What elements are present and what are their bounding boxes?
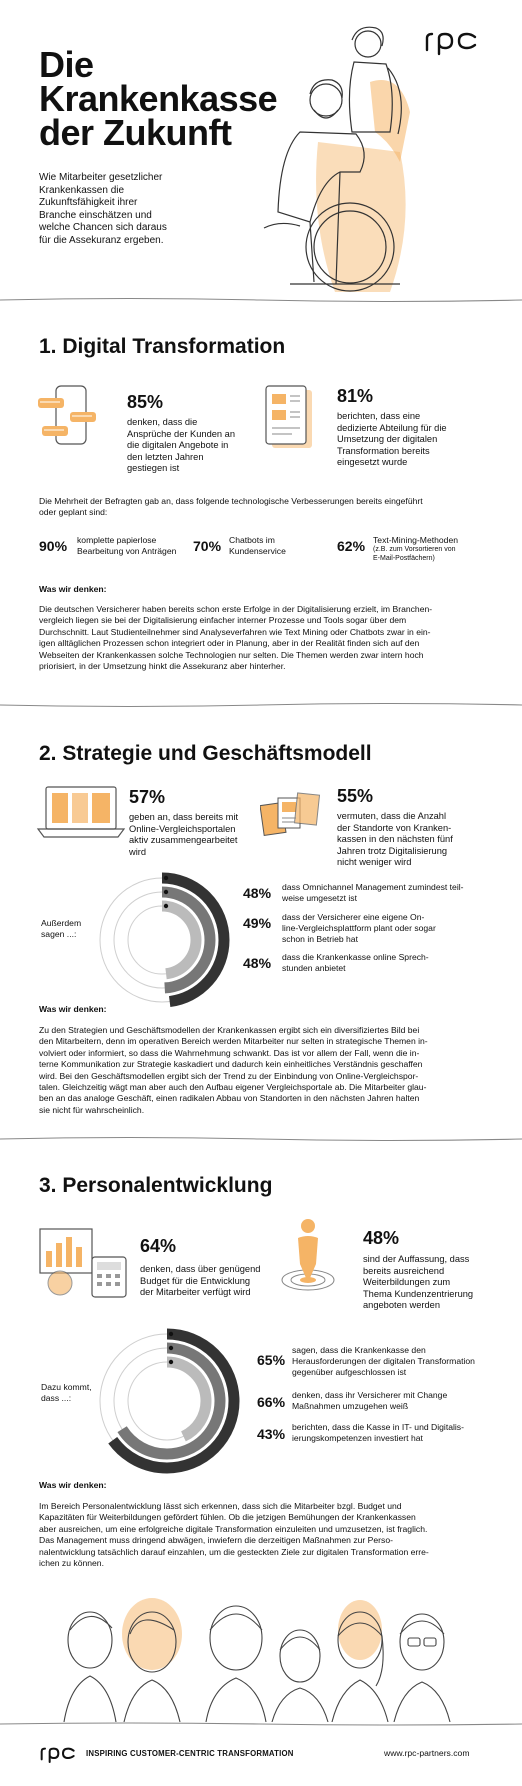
stat-line: wird bbox=[129, 846, 147, 857]
documents-icon bbox=[260, 790, 322, 846]
tech-line: Kundenservice bbox=[229, 546, 286, 556]
ring-text bbox=[292, 1345, 507, 1378]
budget-chart-icon bbox=[36, 1225, 132, 1301]
title-line: Die bbox=[39, 44, 94, 85]
tablet-icon bbox=[262, 384, 316, 454]
stat-line: denken, dass über genügend bbox=[140, 1264, 261, 1274]
tech-value: 90% bbox=[39, 538, 68, 554]
section-title: 3. Personalentwicklung bbox=[39, 1174, 273, 1197]
ring-text bbox=[282, 912, 497, 945]
think-line: priorisiert, in der Umsetzung hinkt die Assekuranz aber hinterher. bbox=[39, 661, 286, 672]
stat-line: dedizierte Abteilung für die bbox=[337, 422, 447, 433]
think-line: nalentwicklung tatsächlich darauf einzahlen, um die gesteckten Ziele zur digitalen Transformation erre- bbox=[39, 1546, 429, 1557]
ring-value: 65% bbox=[257, 1352, 286, 1368]
tech-label bbox=[373, 535, 493, 563]
intro-line: für die Assekuranz ergeben. bbox=[39, 234, 164, 246]
stat-value: 55% bbox=[337, 786, 374, 806]
stat-line: der Standorte von Kranken- bbox=[337, 822, 452, 833]
stat-line: Budget für die Entwicklung bbox=[140, 1275, 251, 1286]
ring-marker bbox=[169, 1360, 173, 1364]
think-line: Webseiten der Krankenkassen solche Technologien nur selten. Die Themen werden zwar intern hoch bbox=[39, 649, 424, 660]
stat-value: 81% bbox=[337, 386, 374, 406]
ring-text bbox=[282, 882, 497, 904]
think-line: sie nicht für wahrscheinlich. bbox=[39, 1104, 145, 1115]
ring-marker bbox=[169, 1346, 173, 1350]
think-line: Das Management muss dringend abwägen, inwiefern die derzeitigen Maßnahmen zur Perso- bbox=[39, 1535, 393, 1546]
ring-marker bbox=[164, 890, 168, 894]
think-label: Was wir denken: bbox=[39, 1004, 107, 1014]
laptop-icon bbox=[36, 783, 126, 841]
stat-line: Online-Vergleichsportalen bbox=[129, 823, 236, 834]
think-line: Durchschnitt. Laut Studienteilnehmer sind Analyseverfahren wie Text Mining oder Chatbots zwar in ein- bbox=[39, 626, 431, 637]
stat-line: Weiterbildungen zum bbox=[363, 1277, 451, 1287]
think-line: wird. Bei den Geschäftsmodellen ergibt sich der Trend zu der Einbindung von Online-Vergleichspor- bbox=[39, 1070, 419, 1081]
tech-note: E-Mail-Postfächern) bbox=[373, 554, 435, 562]
stat-description bbox=[127, 417, 257, 475]
stat-value: 64% bbox=[140, 1236, 177, 1256]
lead-line: oder geplant sind: bbox=[39, 507, 108, 517]
stat-line: sind der Auffassung, dass bbox=[363, 1254, 470, 1264]
ring-line: line-Vergleichsplattform plant oder sogar bbox=[282, 923, 436, 933]
intro-line: Branche einschätzen und bbox=[39, 209, 152, 221]
stat-line: gestiegen ist bbox=[127, 463, 180, 473]
ring-label bbox=[41, 1382, 92, 1404]
ring-label-line: Außerdem bbox=[41, 918, 82, 928]
tech-value: 62% bbox=[337, 538, 366, 554]
stat-line: bereits ausreichend bbox=[363, 1265, 445, 1276]
footer-url[interactable]: www.rpc-partners.com bbox=[384, 1748, 470, 1758]
ring-chart bbox=[92, 1326, 242, 1476]
ring-line: Herausforderungen der digitalen Transformation bbox=[292, 1356, 475, 1366]
stat-line: nicht weniger wird bbox=[337, 857, 412, 867]
intro-line: Wie Mitarbeiter gesetzlicher bbox=[39, 172, 163, 183]
title-line: der Zukunft bbox=[39, 112, 232, 153]
ring-label-line: dass ...: bbox=[41, 1393, 72, 1403]
ring-line: weise umgesetzt ist bbox=[282, 893, 357, 903]
ring-marker bbox=[164, 876, 168, 880]
ring-chart bbox=[92, 870, 232, 1010]
ring-value: 49% bbox=[243, 915, 272, 931]
ring-value: 43% bbox=[257, 1426, 286, 1442]
stat-line: vermuten, dass die Anzahl bbox=[337, 811, 447, 821]
intro-line: Zukunftsfähigkeit ihrer bbox=[39, 197, 138, 208]
intro-line: Krankenkassen die bbox=[39, 184, 125, 196]
ring-marker bbox=[164, 904, 168, 908]
divider bbox=[0, 1720, 522, 1728]
stat-description bbox=[363, 1254, 493, 1312]
tech-line: Text-Mining-Methoden bbox=[373, 535, 459, 545]
think-label: Was wir denken: bbox=[39, 584, 107, 594]
stat-value: 85% bbox=[127, 392, 164, 412]
chat-phone-icon bbox=[36, 382, 100, 452]
section-title: 2. Strategie und Geschäftsmodell bbox=[39, 742, 372, 765]
tech-line: Bearbeitung von Anträgen bbox=[77, 546, 177, 556]
stat-description bbox=[129, 812, 259, 858]
intro-text bbox=[39, 172, 229, 247]
stat-value: 48% bbox=[363, 1228, 400, 1248]
stat-line: der Mitarbeiter verfügt wird bbox=[140, 1287, 251, 1297]
think-line: talen. Gleichzeitig wägt man aber auch den Aufbau eigener Vergleichsportale ab. Die Mitarbeiter glau- bbox=[39, 1082, 427, 1093]
think-line: aber ausreichen, um eine erfolgreiche digitale Transformation einzuleiten und umzusetzen, ist fraglich. bbox=[39, 1523, 428, 1534]
think-line: den Mitarbeitern, denn im operativen Bereich werden Mitarbeiter nur selten in strategische Themen in- bbox=[39, 1036, 428, 1047]
ring-label bbox=[41, 918, 81, 940]
ring-line: dass die Krankenkasse online Sprech- bbox=[282, 952, 429, 962]
stat-line: angeboten werden bbox=[363, 1300, 441, 1310]
stat-line: Thema Kundenzentrierung bbox=[363, 1288, 474, 1299]
think-line: Im Bereich Personalentwicklung lässt sich erkennen, dass sich die Mitarbeiter bzgl. Budget und bbox=[39, 1501, 402, 1511]
person-target-icon bbox=[278, 1214, 338, 1294]
think-text bbox=[39, 1501, 499, 1569]
ring-label-line: Dazu kommt, bbox=[41, 1382, 92, 1392]
tech-label bbox=[229, 535, 329, 557]
ring-text bbox=[282, 952, 497, 974]
stat-line: die digitalen Angebote in bbox=[127, 440, 229, 450]
divider bbox=[0, 296, 522, 304]
think-line: vergleich liegen sie bei der Digitalisierung einfacher interner Prozesse und Tools sogar über dem bbox=[39, 615, 407, 626]
intro-line: welche Chancen sich daraus bbox=[39, 222, 167, 233]
ring-text bbox=[292, 1422, 507, 1444]
think-line: igen alltäglichen Prozessen schon integriert oder in Planung, aber in der Realität finden sich auf den bbox=[39, 638, 420, 649]
ring-line: stunden anbietet bbox=[282, 963, 346, 973]
ring-line: dass der Versicherer eine eigene On- bbox=[282, 912, 425, 922]
ring-line: schon in Betrieb hat bbox=[282, 934, 358, 944]
ring-line: sagen, dass die Krankenkasse den bbox=[292, 1345, 426, 1355]
think-line: Die deutschen Versicherer haben bereits schon erste Erfolge in der Digitalisierung erzielt, im Branchen- bbox=[39, 604, 433, 614]
stat-description bbox=[337, 811, 487, 869]
ring-line: berichten, dass die Kasse in IT- und Digitalis- bbox=[292, 1422, 464, 1432]
stat-line: den letzten Jahren bbox=[127, 451, 204, 462]
header-illustration bbox=[240, 22, 440, 304]
stat-line: kassen in den nächsten fünf bbox=[337, 834, 453, 844]
footer-tagline: INSPIRING CUSTOMER-CENTRIC TRANSFORMATION bbox=[86, 1749, 294, 1758]
stat-description bbox=[337, 411, 487, 469]
tech-line: Chatbots im bbox=[229, 535, 275, 545]
ring-line: ierungskompetenzen investiert hat bbox=[292, 1433, 423, 1443]
tech-note: (z.B. zum Vorsortieren von bbox=[373, 546, 456, 553]
tech-label bbox=[77, 535, 187, 557]
think-line: Zu den Strategien und Geschäftsmodellen der Krankenkassen ergibt sich ein diversifiziertes Bild bei bbox=[39, 1025, 420, 1035]
team-illustration bbox=[60, 1590, 470, 1722]
tech-value: 70% bbox=[193, 538, 222, 554]
ring-line: Maßnahmen umzugehen weiß bbox=[292, 1401, 409, 1411]
think-label: Was wir denken: bbox=[39, 1480, 107, 1490]
ring-label-line: sagen ...: bbox=[41, 929, 77, 939]
stat-line: Umsetzung der digitalen bbox=[337, 434, 438, 444]
lead-text bbox=[39, 496, 499, 518]
ring-segment bbox=[100, 1334, 234, 1468]
stat-line: Transformation bereits bbox=[337, 445, 430, 456]
think-text bbox=[39, 1025, 499, 1116]
think-line: ben an das analoge Geschäft, einen radikalen Abbau von Standorten in den nächsten Jahren halten bbox=[39, 1093, 420, 1104]
think-line: terne Kommunikation zur Strategie kaskadiert und dadurch kein einheitliches Verständnis geschaffen bbox=[39, 1059, 423, 1070]
ring-line: denken, dass ihr Versicherer mit Change bbox=[292, 1390, 448, 1400]
stat-line: berichten, dass eine bbox=[337, 411, 421, 421]
stat-line: eingesetzt wurde bbox=[337, 457, 408, 467]
stat-value: 57% bbox=[129, 787, 166, 807]
ring-text bbox=[292, 1390, 507, 1412]
ring-value: 48% bbox=[243, 955, 272, 971]
think-line: volviert oder informiert, so dass die Wahrnehmung schwankt. Das ist vor allem der Fall, wenn die in- bbox=[39, 1047, 420, 1058]
think-text bbox=[39, 604, 499, 672]
think-line: ichen zu können. bbox=[39, 1558, 104, 1569]
stat-description bbox=[140, 1264, 280, 1299]
divider bbox=[0, 1135, 522, 1143]
stat-line: geben an, dass bereits mit bbox=[129, 812, 239, 822]
lead-line: Die Mehrheit der Befragten gab an, dass folgende technologische Verbesserungen bereits eingeführt bbox=[39, 496, 423, 506]
tech-line: komplette papierlose bbox=[77, 535, 157, 545]
stat-line: aktiv zusammengearbeitet bbox=[129, 835, 238, 845]
ring-line: dass Omnichannel Management zumindest teil- bbox=[282, 882, 464, 892]
ring-marker bbox=[169, 1332, 173, 1336]
stat-line: denken, dass die bbox=[127, 417, 198, 427]
ring-value: 66% bbox=[257, 1394, 286, 1410]
ring-value: 48% bbox=[243, 885, 272, 901]
think-line: Kapazitäten für Weiterbildungen gefördert fühlen. Ob die jetzigen Bemühungen der Krankenkassen bbox=[39, 1512, 416, 1523]
stat-line: Ansprüche der Kunden an bbox=[127, 428, 236, 439]
ring-line: gegenüber aufgeschlossen ist bbox=[292, 1367, 407, 1377]
stat-line: Jahren trotz Digitalisierung bbox=[337, 845, 448, 856]
title-line: Krankenkasse bbox=[39, 78, 278, 119]
section-title: 1. Digital Transformation bbox=[39, 335, 286, 358]
divider bbox=[0, 701, 522, 709]
footer-logo bbox=[39, 1744, 79, 1764]
